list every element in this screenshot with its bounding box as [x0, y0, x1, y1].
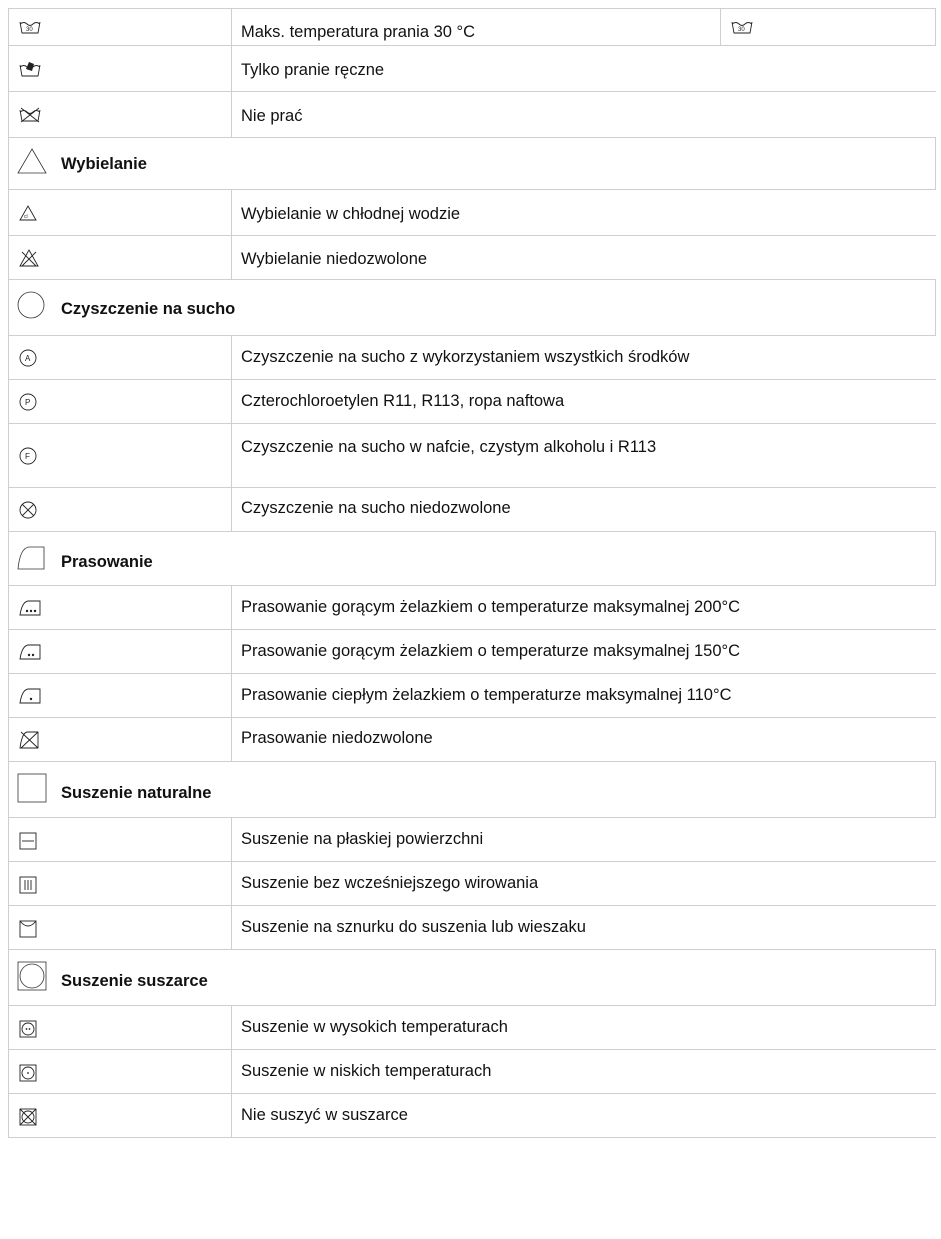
iron-3-dots-icon [19, 600, 41, 616]
row-text: Prasowanie ciepłym żelazkiem o temperaturze maksymalnej 110°C [241, 686, 732, 704]
table-row [8, 1006, 936, 1050]
row-text: Maks. temperatura prania 30 °C [241, 23, 476, 41]
icon-cell [8, 9, 232, 45]
row-text: Tylko pranie ręczne [241, 61, 385, 79]
table-row [8, 718, 936, 762]
svg-text:30: 30 [26, 27, 33, 33]
section-header [8, 532, 936, 586]
section-header [8, 762, 936, 818]
row-text: Suszenie w wysokich temperaturach [241, 1018, 508, 1036]
bleach-triangle-icon [17, 148, 47, 174]
do-not-dry-clean-icon [19, 501, 37, 519]
do-not-bleach-icon [19, 249, 39, 267]
row-text: Czterochloroetylen R11, R113, ropa naftowa [241, 392, 565, 410]
table-row [8, 8, 936, 46]
section-header [8, 280, 936, 336]
svg-text:cl: cl [24, 214, 28, 220]
bleach-cold-icon [19, 205, 37, 221]
tumble-dry-high-icon [19, 1020, 37, 1038]
section-title: Suszenie naturalne [61, 784, 212, 802]
row-text: Czyszczenie na sucho w nafcie, czystym alkoholu i R113 [241, 438, 657, 456]
table-row [8, 1094, 936, 1138]
dry-clean-circle-icon [17, 291, 45, 319]
row-text: Suszenie bez wcześniejszego wirowania [241, 874, 539, 892]
hand-wash-icon [19, 60, 41, 78]
table-row [8, 488, 936, 532]
row-text: Wybielanie w chłodnej wodzie [241, 205, 461, 223]
tumble-dry-icon [17, 961, 47, 991]
row-text: Nie prać [241, 107, 303, 125]
table-row [8, 190, 936, 236]
section-header [8, 138, 936, 190]
table-row [8, 586, 936, 630]
row-text: Suszenie na płaskiej powierzchni [241, 830, 484, 848]
section-header [8, 950, 936, 1006]
iron-1-dot-icon [19, 688, 41, 704]
do-not-iron-icon [19, 731, 39, 749]
care-symbols-table [8, 8, 936, 1138]
tumble-dry-low-icon [19, 1064, 37, 1082]
table-row [8, 424, 936, 488]
svg-text:P: P [25, 398, 31, 407]
wash-30-icon [19, 21, 41, 35]
row-text: Prasowanie niedozwolone [241, 729, 433, 747]
dry-clean-f-icon [19, 447, 37, 465]
section-title: Prasowanie [61, 553, 153, 571]
svg-text:F: F [25, 452, 30, 461]
dry-flat-icon [19, 832, 37, 850]
row-text: Suszenie w niskich temperaturach [241, 1062, 492, 1080]
section-title: Suszenie suszarce [61, 972, 208, 990]
section-title: Wybielanie [61, 155, 147, 173]
table-row [8, 818, 936, 862]
section-title: Czyszczenie na sucho [61, 300, 236, 318]
row-text: Czyszczenie na sucho z wykorzystaniem wszystkich środków [241, 348, 690, 366]
table-row [8, 1050, 936, 1094]
iron-icon [17, 546, 45, 570]
table-row [8, 630, 936, 674]
table-row [8, 862, 936, 906]
table-row [8, 674, 936, 718]
row-text: Suszenie na sznurku do suszenia lub wieszaku [241, 918, 586, 936]
svg-text:30: 30 [738, 27, 745, 33]
drip-dry-icon [19, 876, 37, 894]
row-text: Czyszczenie na sucho niedozwolone [241, 499, 511, 517]
table-row [8, 92, 936, 138]
row-text: Prasowanie gorącym żelazkiem o temperaturze maksymalnej 150°C [241, 642, 741, 660]
table-row [8, 46, 936, 92]
row-text: Wybielanie niedozwolone [241, 250, 428, 268]
do-not-wash-icon [19, 107, 41, 123]
table-row [8, 906, 936, 950]
extra-icon-cell [720, 9, 936, 45]
dry-clean-p-icon [19, 393, 37, 411]
line-dry-icon [19, 920, 37, 938]
table-row [8, 236, 936, 280]
do-not-tumble-dry-icon [19, 1108, 37, 1126]
table-row [8, 380, 936, 424]
svg-text:A: A [25, 354, 31, 363]
row-text: Nie suszyć w suszarce [241, 1106, 408, 1124]
table-row [8, 336, 936, 380]
natural-dry-square-icon [17, 773, 47, 803]
wash-30-icon [731, 21, 753, 35]
row-text: Prasowanie gorącym żelazkiem o temperaturze maksymalnej 200°C [241, 598, 741, 616]
iron-2-dots-icon [19, 644, 41, 660]
dry-clean-a-icon [19, 349, 37, 367]
